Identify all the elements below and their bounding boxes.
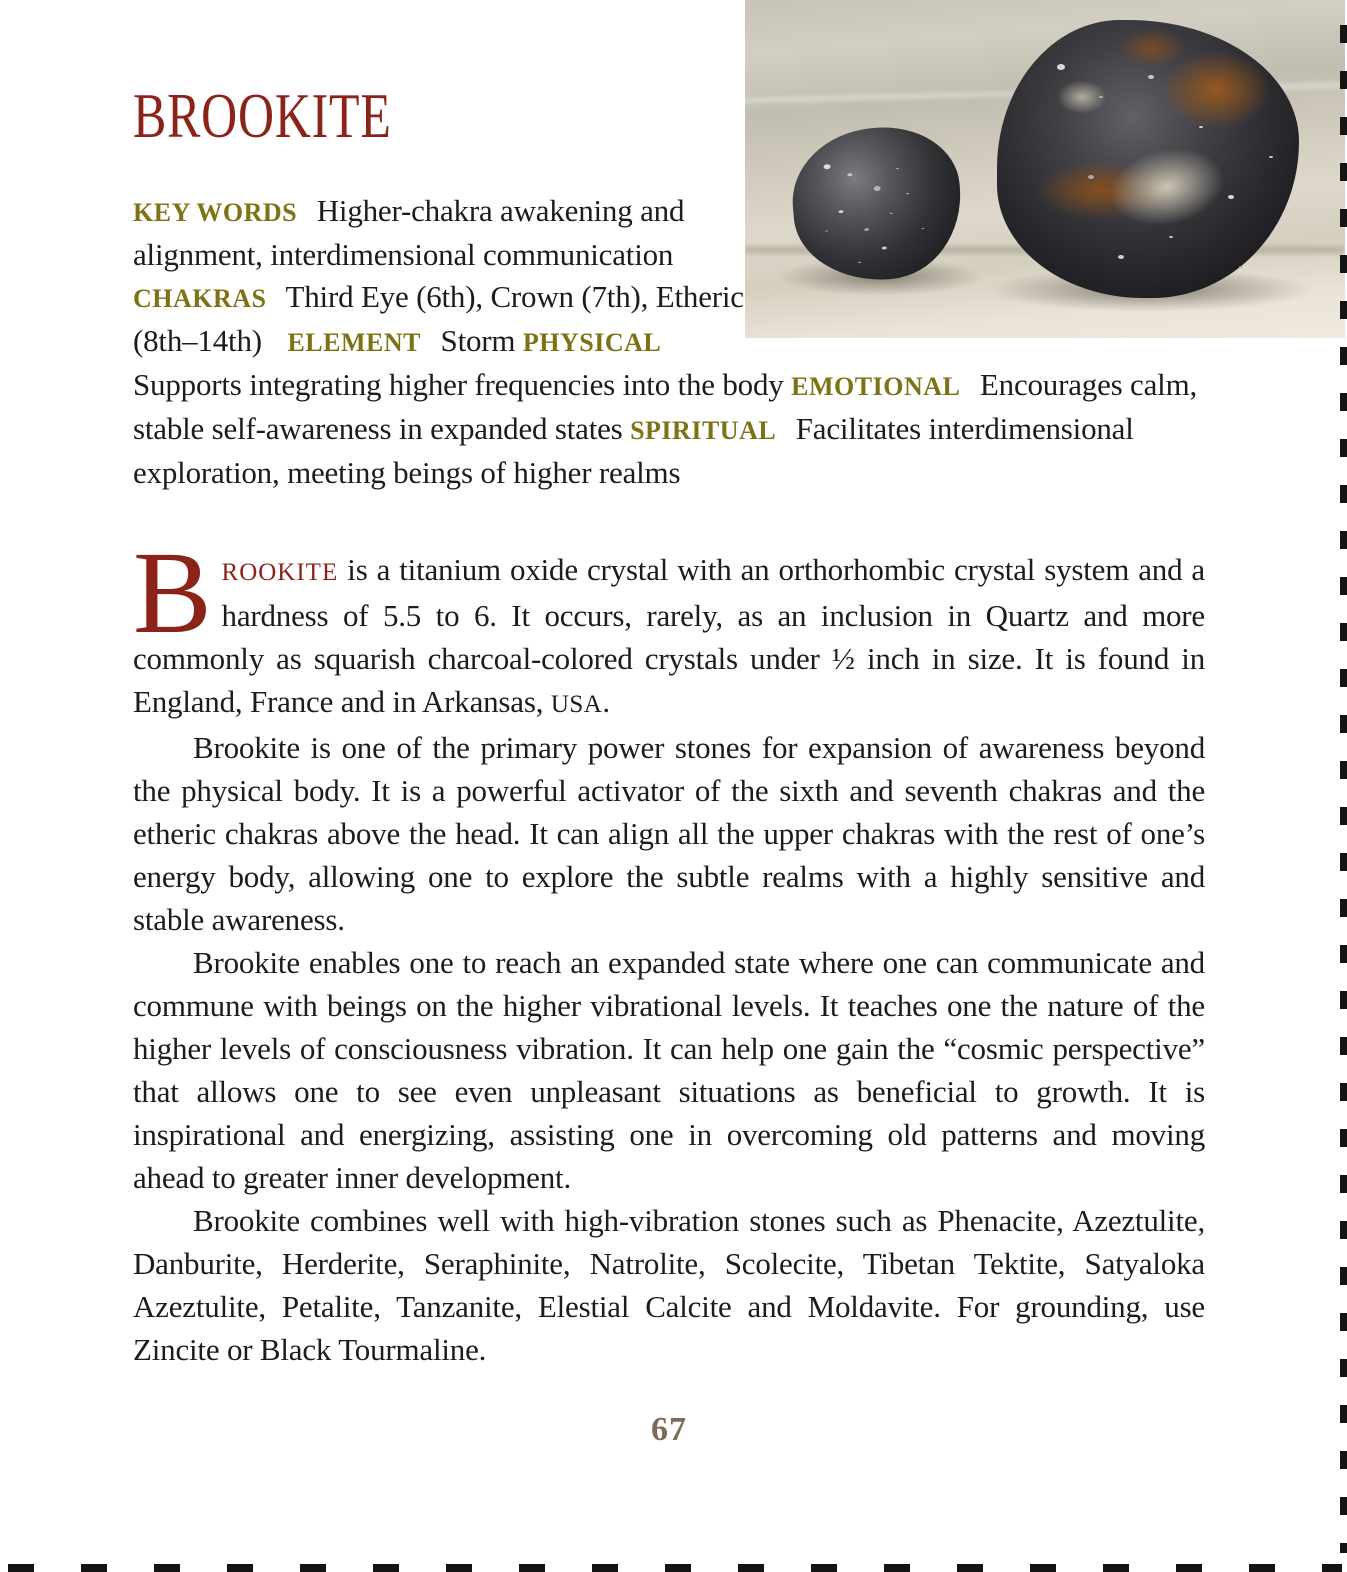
keywords-label: KEY WORDS <box>133 198 298 227</box>
physical-text: Supports integrating higher frequencies into the body <box>133 367 784 402</box>
paragraph-1 <box>133 527 1205 726</box>
page-title: BROOKITE <box>133 80 392 151</box>
paragraph-1-text: is a titanium oxide crystal with an orthorhombic crystal system and a hardness of 5.5 to 6. It occurs, rarely, as an inclusion in Quartz and more commonly as squarish charcoal-colored crystals under ½ inch in size. It is found in England, France and in Arkansas, <box>133 552 1205 719</box>
usa-smallcaps: USA <box>550 691 603 718</box>
page-number: 67 <box>651 1411 687 1448</box>
chakras-text: Third Eye (6th), Crown (7th), Etheric (8th–14th) <box>133 279 744 358</box>
spiritual-text: Facilitates interdimensional exploration, meeting beings of higher realms <box>133 411 1134 490</box>
drop-cap: B <box>133 527 212 658</box>
brookite-specimens-photo <box>745 0 1345 338</box>
emotional-text: Encourages calm, stable self-awareness in expanded states <box>133 367 1198 446</box>
scan-edge-marks-right <box>1340 25 1347 1553</box>
spiritual-label: SPIRITUAL <box>630 416 777 445</box>
paragraph-2: Brookite is one of the primary power stones for expansion of awareness beyond the physical body. It is a powerful activator of the sixth and seventh chakras and the etheric chakras above the head. It can align all the upper chakras with the rest of one’s energy body, allowing one to explore the subtle realms with a highly sensitive and stable awareness. <box>133 730 1205 937</box>
rust-patch <box>1117 28 1187 68</box>
paragraph-4: Brookite combines well with high-vibration stones such as Phenacite, Azeztulite, Danburite, Herderite, Seraphinite, Natrolite, Scolecite, Tibetan Tektite, Satyaloka Azeztulite, Petalite, Tanzanite, Elestial Calcite and Moldavite. For grounding, use Zincite or Black Tourmaline. <box>133 1203 1205 1367</box>
scan-edge-marks-bottom <box>8 1564 1342 1572</box>
cream-matrix-patch <box>1057 80 1107 114</box>
emotional-label: EMOTIONAL <box>791 372 961 401</box>
lead-smallcaps: ROOKITE <box>221 559 339 586</box>
brookite-stone-large <box>997 20 1299 298</box>
page-content <box>133 0 1205 1449</box>
element-text: Storm <box>440 323 516 358</box>
article-body <box>133 527 1205 1371</box>
physical-label: PHYSICAL <box>522 328 662 357</box>
paragraph-3: Brookite enables one to reach an expanded state where one can communicate and commune with beings on the higher vibrational levels. It teaches one the nature of the higher levels of consciousness vibration. It can help one gain the “cosmic perspective” that allows one to see even unpleasant situations as beneficial to growth. It is inspirational and energizing, assisting one in overcoming old patterns and moving ahead to greater inner development. <box>133 945 1205 1195</box>
cream-matrix-patch <box>1100 136 1234 237</box>
element-label: ELEMENT <box>287 328 421 357</box>
keywords-text: Higher-chakra awakening and alignment, interdimensional communication <box>133 193 685 272</box>
chakras-label: CHAKRAS <box>133 284 267 313</box>
photo-float-spacer <box>745 0 1205 340</box>
paragraph-1-period: . <box>602 684 610 719</box>
